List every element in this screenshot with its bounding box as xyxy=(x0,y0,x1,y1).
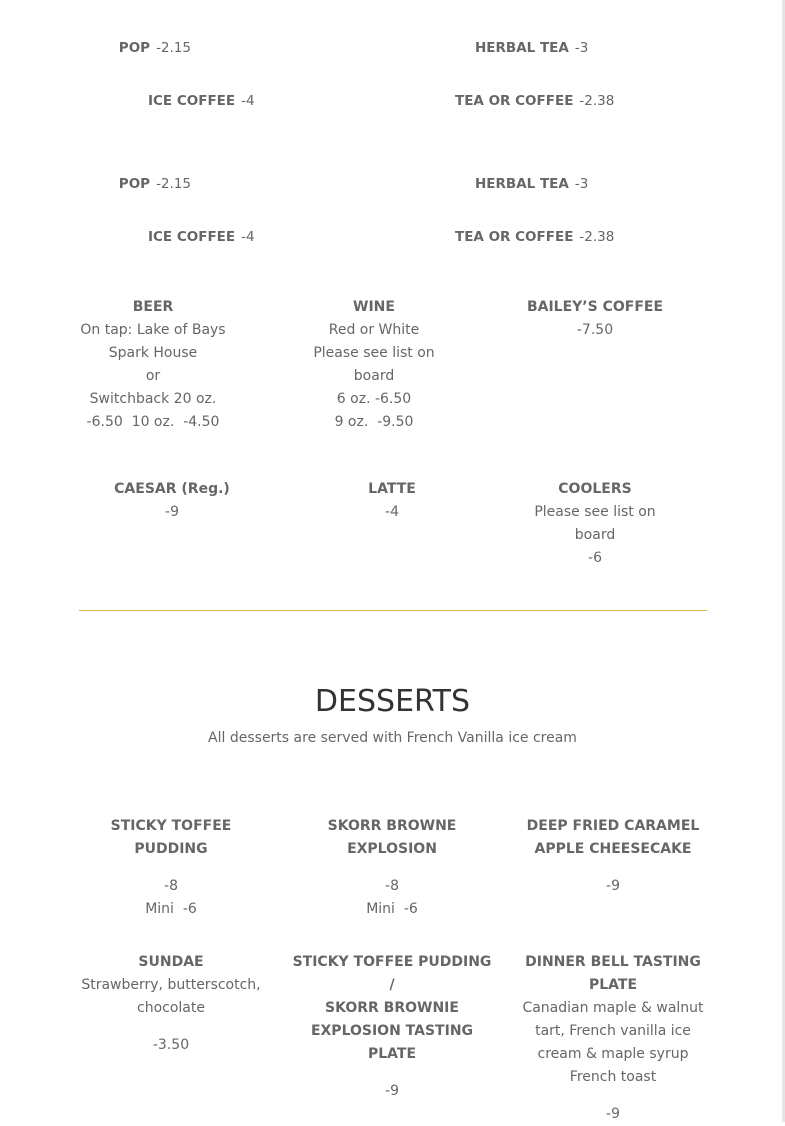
item-description: French toast xyxy=(569,1069,657,1085)
item-line: -6.50 10 oz. -4.50 xyxy=(86,414,220,430)
menu-item-dinner-bell-tasting-plate xyxy=(513,951,713,1126)
item-name: TEA OR COFFEE xyxy=(455,229,574,245)
menu-item-pop xyxy=(119,40,191,56)
item-line: 9 oz. -9.50 xyxy=(334,414,414,430)
item-price: -4 xyxy=(241,93,255,109)
item-name: PLATE xyxy=(588,977,638,993)
item-price: Mini -6 xyxy=(145,901,197,917)
menu-item-skorr-browne-explosion xyxy=(297,815,487,921)
item-description: Strawberry, butterscotch, xyxy=(81,977,261,993)
item-name: POP xyxy=(118,176,151,192)
item-name: HERBAL TEA xyxy=(475,40,569,56)
item-price: -4 xyxy=(385,504,399,520)
item-name: ICE COFFEE xyxy=(148,93,236,109)
menu-item-baileys-coffee xyxy=(505,296,685,342)
item-line: board xyxy=(574,527,616,543)
item-name: SKORR BROWNE xyxy=(327,818,457,834)
item-name: CAESAR (Reg.) xyxy=(114,481,230,497)
item-name: BAILEY’S COFFEE xyxy=(526,299,664,315)
item-price: -2.15 xyxy=(156,176,191,192)
section-divider xyxy=(79,610,707,611)
item-price: -2.38 xyxy=(579,229,615,245)
menu-item-ice-coffee xyxy=(148,93,255,109)
item-price: -9 xyxy=(165,504,179,520)
menu-item-tasting-plate xyxy=(292,951,492,1103)
item-name: SUNDAE xyxy=(138,954,204,970)
item-name: LATTE xyxy=(368,481,416,497)
menu-item-caesar xyxy=(82,478,262,524)
item-price: -7.50 xyxy=(576,322,614,338)
section-title: DESSERTS xyxy=(314,684,471,719)
item-price: -4 xyxy=(241,229,255,245)
item-line: Switchback 20 oz. xyxy=(89,391,217,407)
item-line: Please see list on xyxy=(313,345,435,361)
item-line: Red or White xyxy=(328,322,420,338)
menu-item-deep-fried-caramel-apple-cheesecake xyxy=(518,815,708,898)
item-price: -3.50 xyxy=(152,1037,190,1053)
item-name: DINNER BELL TASTING xyxy=(525,954,701,970)
menu-item-herbal-tea xyxy=(475,176,588,192)
menu-item-sundae xyxy=(76,951,266,1057)
item-line: Spark House xyxy=(108,345,198,361)
item-description: Canadian maple & walnut xyxy=(522,1000,704,1016)
menu-item-wine xyxy=(284,296,464,434)
menu-item-coolers xyxy=(505,478,685,570)
item-name: POP xyxy=(118,40,151,56)
item-price: -3 xyxy=(574,176,589,192)
item-price: -8 xyxy=(385,878,399,894)
item-name: EXPLOSION xyxy=(347,841,437,857)
item-name: COOLERS xyxy=(558,481,632,497)
item-name: APPLE CHEESECAKE xyxy=(534,841,692,857)
item-line: Please see list on xyxy=(534,504,656,520)
menu-item-sticky-toffee-pudding xyxy=(76,815,266,921)
item-line: 6 oz. -6.50 xyxy=(336,391,412,407)
menu-item-tea-or-coffee xyxy=(455,93,614,109)
item-name: SKORR BROWNIE xyxy=(325,1000,459,1016)
menu-item-ice-coffee xyxy=(148,229,255,245)
item-price: Mini -6 xyxy=(366,901,418,917)
item-description: chocolate xyxy=(137,1000,205,1016)
menu-item-beer xyxy=(63,296,243,434)
item-name: WINE xyxy=(353,299,395,315)
menu-item-latte xyxy=(302,478,482,524)
item-price: -8 xyxy=(164,878,178,894)
section-subtitle: All desserts are served with French Vanilla ice cream xyxy=(208,730,577,746)
item-price: -2.15 xyxy=(156,40,191,56)
item-name: TEA OR COFFEE xyxy=(455,93,574,109)
item-line: board xyxy=(353,368,395,384)
item-name: HERBAL TEA xyxy=(475,176,569,192)
item-description: tart, French vanilla ice xyxy=(535,1023,691,1039)
item-name: EXPLOSION TASTING xyxy=(310,1023,474,1039)
item-name: STICKY TOFFEE PUDDING xyxy=(110,818,232,857)
item-price: -2.38 xyxy=(579,93,615,109)
item-description: cream & maple syrup xyxy=(537,1046,689,1062)
item-name: BEER xyxy=(132,299,174,315)
item-price: -9 xyxy=(606,1106,620,1122)
item-line: or xyxy=(145,368,161,384)
item-name: ICE COFFEE xyxy=(148,229,236,245)
menu-item-tea-or-coffee xyxy=(455,229,614,245)
item-line: On tap: Lake of Bays xyxy=(80,322,226,338)
item-name: PLATE xyxy=(367,1046,417,1062)
item-price: -9 xyxy=(606,878,620,894)
item-name: DEEP FRIED CARAMEL xyxy=(526,818,700,834)
item-price: -6 xyxy=(588,550,602,566)
item-name: STICKY TOFFEE PUDDING / xyxy=(292,954,492,993)
item-price: -3 xyxy=(574,40,589,56)
menu-item-pop xyxy=(119,176,191,192)
item-price: -9 xyxy=(385,1083,399,1099)
menu-item-herbal-tea xyxy=(475,40,588,56)
